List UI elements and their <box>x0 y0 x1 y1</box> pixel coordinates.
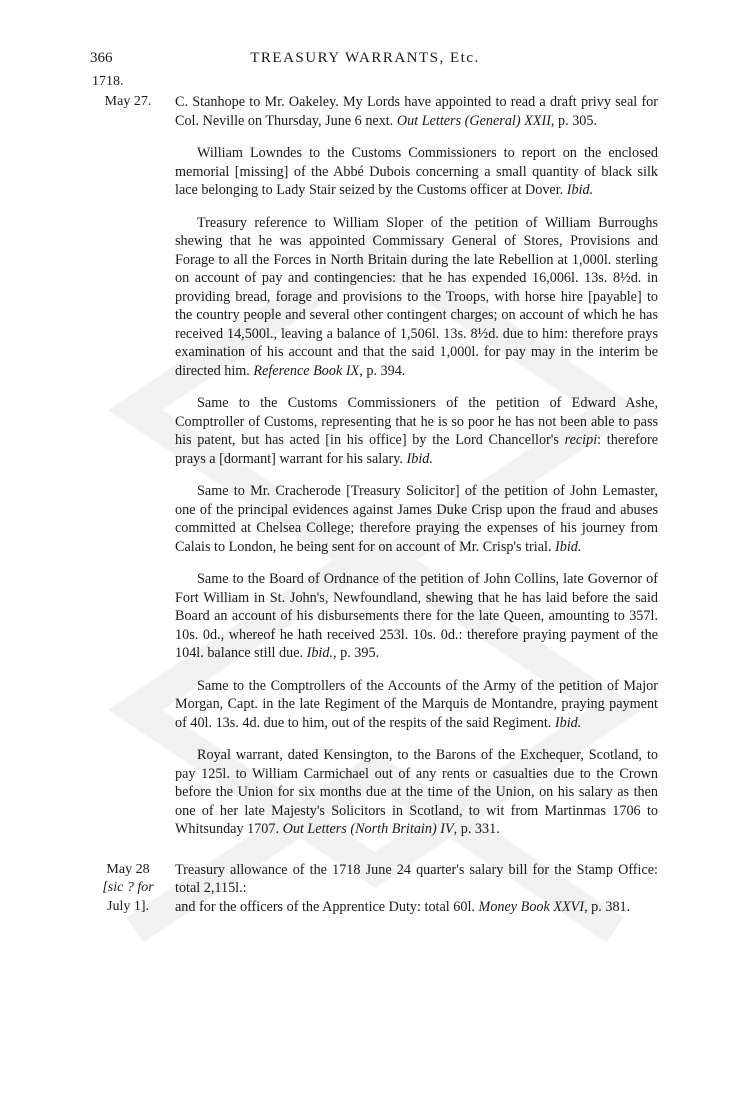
entry-text <box>175 898 658 917</box>
entry-text <box>175 394 658 468</box>
entry-text <box>175 570 658 663</box>
entry-body: Treasury reference to William Sloper of the petition of William Burroughs shewing that he was appointed Commissary General of Stores, Provisions and Forage to all the Forces in North Britain during the late Rebellion at 1,000l. sterling on account of pay and contingencies: that he has expended 16,006l. 13s. 8½d. in providing bread, forage and provisions to the Troops, with horse hire [payable] to the country people and several other contingent charges; on account of which he has received 14,500l., leaving a balance of 1,506l. 13s. 8½d. due to him: therefore prays examination of his account and that the said 1,000l. for pay may in the interim be directed him. <box>175 214 658 379</box>
entry-reference-tail: , p. 395. <box>333 645 380 661</box>
entry-reference: Ibid. <box>555 538 582 555</box>
list-item <box>0 677 730 733</box>
list-item <box>0 861 730 917</box>
list-item <box>0 746 730 839</box>
entry-italic-term: recipi <box>564 432 598 448</box>
entry-reference-tail: , p. 331. <box>453 821 500 837</box>
entry-reference: Ibid. <box>306 645 334 661</box>
entry-body: William Lowndes to the Customs Commissioners to report on the enclosed memorial [missing] of the Abbé Dubois concerning a small quantity of black silk lace belonging to Lady Stair seized by the Customs officer at Dover. <box>175 145 658 198</box>
entry-reference-tail: , p. 305. <box>550 112 598 129</box>
list-item <box>0 394 730 468</box>
entry-date-line: July 1]. <box>107 898 149 914</box>
entry-body: Same to Mr. Cracherode [Treasury Solicitor] of the petition of John Lemaster, one of the principal evidences against James Duke Crisp upon the fraud and abuses committed at Chelsea College; therefore praying the expenses of his journey from Calais to London, he being sent for on account of Mr. Crisp's trial. <box>175 483 658 555</box>
entries-list <box>0 93 730 916</box>
entry-date: May 27. <box>104 94 152 109</box>
entry-text <box>175 677 658 733</box>
list-item <box>0 93 730 130</box>
entry-text <box>175 861 658 898</box>
page-header <box>0 50 730 72</box>
entry-body: Treasury allowance of the 1718 June 24 quarter's salary bill for the Stamp Office: total 2,115l.: <box>175 861 658 896</box>
entry-text <box>175 93 658 130</box>
entry-reference-tail: , p. 381. <box>584 898 631 915</box>
entry-reference: Ibid. <box>406 450 433 467</box>
entry-reference: Ibid. <box>566 182 594 198</box>
list-item <box>0 482 730 556</box>
year-marker: 1718. <box>92 74 124 89</box>
entry-date-line: [sic ? for <box>102 880 154 895</box>
list-item <box>0 214 730 381</box>
entry-body: Same to the Board of Ordnance of the petition of John Collins, late Governor of Fort William in St. John's, Newfoundland, shewing that he has laid before the said Board an account of his disbursements there for the late Queen, amounting to 357l. 10s. 0d., whereof he hath received 253l. 10s. 0d.: therefore praying payment of the 104l. balance still due. <box>175 571 658 661</box>
entry-body: and for the officers of the Apprentice Duty: total 60l. <box>175 898 475 915</box>
entry-body: Same to the Comptrollers of the Accounts of the Army of the petition of Major Morgan, Capt. in the late Regiment of the Marquis de Montandre, praying payment of 40l. 13s. 4d. due to him, out of the respits of the said Regiment. <box>175 677 658 731</box>
entry-reference: Out Letters (North Britain) IV <box>282 821 454 837</box>
entry-body: Same to the Customs Commissioners of the petition of Edward Ashe, Comptroller of Customs, representing that he is so poor he has not been able to pass his patent, but has acted [in his office] by the Lord Chancellor's <box>175 395 658 448</box>
entry-body: Royal warrant, dated Kensington, to the Barons of the Exchequer, Scotland, to pay 125l. to William Carmichael out of any rents or casualties due to the Crown before the Union for six months due at the time of the Union, on his salary as then one of her late Majesty's Solicitors in Scotland, to wit from Martinmas 1706 to Whitsunday 1707. <box>175 747 658 837</box>
entry-text <box>175 746 658 839</box>
list-item <box>0 144 730 200</box>
running-title: TREASURY WARRANTS, Etc. <box>250 50 480 66</box>
entry-date-line: May 28 <box>106 861 150 877</box>
entry-reference: Out Letters (General) XXII <box>396 112 551 129</box>
entry-reference-tail: , p. 394. <box>359 362 406 379</box>
list-item <box>0 570 730 663</box>
page-number: 366 <box>90 50 113 66</box>
entry-body-continued: : therefore prays a [dormant] warrant for his salary. <box>175 432 659 467</box>
entry-body: C. Stanhope to Mr. Oakeley. My Lords have appointed to read a draft privy seal for Col. Neville on Thursday, June 6 next. <box>175 94 658 129</box>
entry-reference: Ibid. <box>554 714 582 731</box>
entry-text <box>175 144 658 200</box>
entry-date <box>88 861 168 917</box>
entry-reference: Money Book XXVI <box>478 898 585 915</box>
entry-reference: Reference Book IX <box>253 362 360 379</box>
entry-text <box>175 482 658 556</box>
entry-text <box>175 214 658 381</box>
